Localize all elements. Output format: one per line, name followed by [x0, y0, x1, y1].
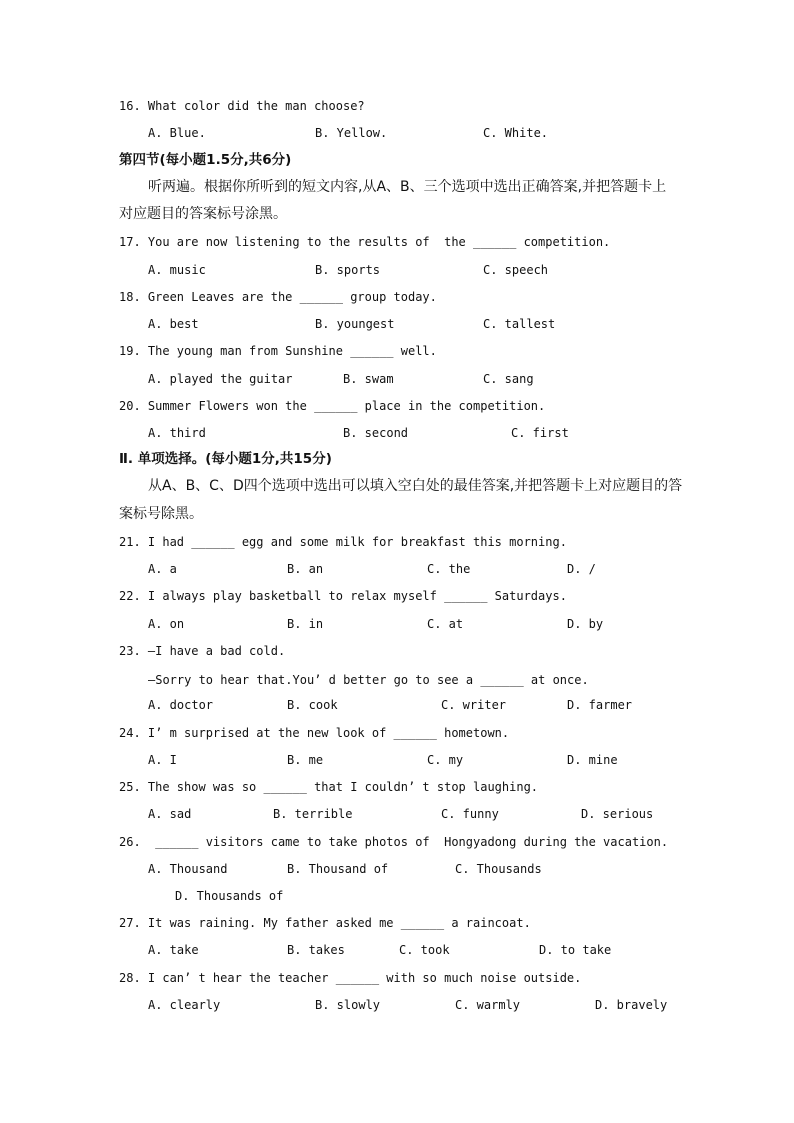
question-22-option-b: B. in [287, 617, 324, 631]
question-21-option-c: C. the [427, 562, 471, 576]
question-24-option-b: B. me [287, 753, 324, 767]
question-21-option-d: D. / [567, 562, 596, 576]
question-20-stem: 20. Summer Flowers won the ______ place in the competition. [119, 399, 546, 413]
question-23-stem: 23. —I have a bad cold. [119, 644, 286, 658]
question-20-option-c: C. first [511, 426, 569, 440]
question-23-option-d: D. farmer [567, 698, 633, 712]
question-20-option-a: A. third [148, 426, 206, 440]
question-20-option-b: B. second [343, 426, 409, 440]
question-19-stem: 19. The young man from Sunshine ______ well. [119, 344, 437, 358]
section-2-heading: Ⅱ. 单项选择。(每小题1分,共15分) [119, 451, 332, 467]
section-2-instruction-line-2: 案标号除黑。 [119, 506, 203, 522]
question-24-option-c: C. my [427, 753, 464, 767]
question-17-stem: 17. You are now listening to the results of the ______ competition. [119, 235, 611, 249]
question-26-option-a: A. Thousand [148, 862, 228, 876]
question-24-stem: 24. I’ m surprised at the new look of ______ hometown. [119, 726, 510, 740]
question-21-option-b: B. an [287, 562, 324, 576]
question-26-option-d: D. Thousands of [175, 889, 284, 903]
section-4-heading: 第四节(每小题1.5分,共6分) [119, 152, 292, 168]
question-19-option-c: C. sang [483, 372, 534, 386]
question-16-option-a: A. Blue. [148, 126, 206, 140]
question-25-option-c: C. funny [441, 807, 499, 821]
question-17-option-c: C. speech [483, 263, 549, 277]
question-26-option-b: B. Thousand of [287, 862, 389, 876]
question-25-option-b: B. terrible [273, 807, 353, 821]
question-28-option-c: C. warmly [455, 998, 521, 1012]
question-16-stem: 16. What color did the man choose? [119, 99, 365, 113]
question-18-option-b: B. youngest [315, 317, 395, 331]
question-27-stem: 27. It was raining. My father asked me ______ a raincoat. [119, 916, 531, 930]
question-27-option-b: B. takes [287, 943, 345, 957]
question-18-option-c: C. tallest [483, 317, 556, 331]
question-22-option-d: D. by [567, 617, 604, 631]
question-28-option-a: A. clearly [148, 998, 221, 1012]
question-26-stem: 26. ______ visitors came to take photos of Hongyadong during the vacation. [119, 835, 669, 849]
question-18-option-a: A. best [148, 317, 199, 331]
question-21-stem: 21. I had ______ egg and some milk for breakfast this morning. [119, 535, 567, 549]
section-2-instruction-line-1: 从A、B、C、D四个选项中选出可以填入空白处的最佳答案,并把答题卡上对应题目的答 [148, 478, 683, 494]
question-27-option-a: A. take [148, 943, 199, 957]
question-24-option-a: A. I [148, 753, 177, 767]
question-19-option-a: A. played the guitar [148, 372, 293, 386]
question-27-option-c: C. took [399, 943, 450, 957]
question-26-option-c: C. Thousands [455, 862, 542, 876]
question-28-option-b: B. slowly [315, 998, 381, 1012]
question-24-option-d: D. mine [567, 753, 618, 767]
question-23-option-c: C. writer [441, 698, 507, 712]
question-25-stem: 25. The show was so ______ that I couldn’ t stop laughing. [119, 780, 539, 794]
question-18-stem: 18. Green Leaves are the ______ group today. [119, 290, 437, 304]
question-28-option-d: D. bravely [595, 998, 668, 1012]
question-19-option-b: B. swam [343, 372, 394, 386]
question-25-option-a: A. sad [148, 807, 192, 821]
question-16-option-b: B. Yellow. [315, 126, 388, 140]
question-17-option-b: B. sports [315, 263, 381, 277]
question-21-option-a: A. a [148, 562, 177, 576]
question-22-option-a: A. on [148, 617, 185, 631]
section-4-instruction-line-2: 对应题目的答案标号涂黑。 [119, 206, 287, 222]
question-28-stem: 28. I can’ t hear the teacher ______ with so much noise outside. [119, 971, 582, 985]
section-4-instruction-line-1: 听两遍。根据你所听到的短文内容,从A、B、三个选项中选出正确答案,并把答题卡上 [148, 179, 667, 195]
question-27-option-d: D. to take [539, 943, 612, 957]
question-23-option-a: A. doctor [148, 698, 214, 712]
question-23-stem-reply: —Sorry to hear that.You’ d better go to see a ______ at once. [148, 673, 589, 687]
question-16-option-c: C. White. [483, 126, 549, 140]
question-23-option-b: B. cook [287, 698, 338, 712]
question-17-option-a: A. music [148, 263, 206, 277]
question-22-option-c: C. at [427, 617, 464, 631]
question-22-stem: 22. I always play basketball to relax myself ______ Saturdays. [119, 589, 567, 603]
question-25-option-d: D. serious [581, 807, 654, 821]
